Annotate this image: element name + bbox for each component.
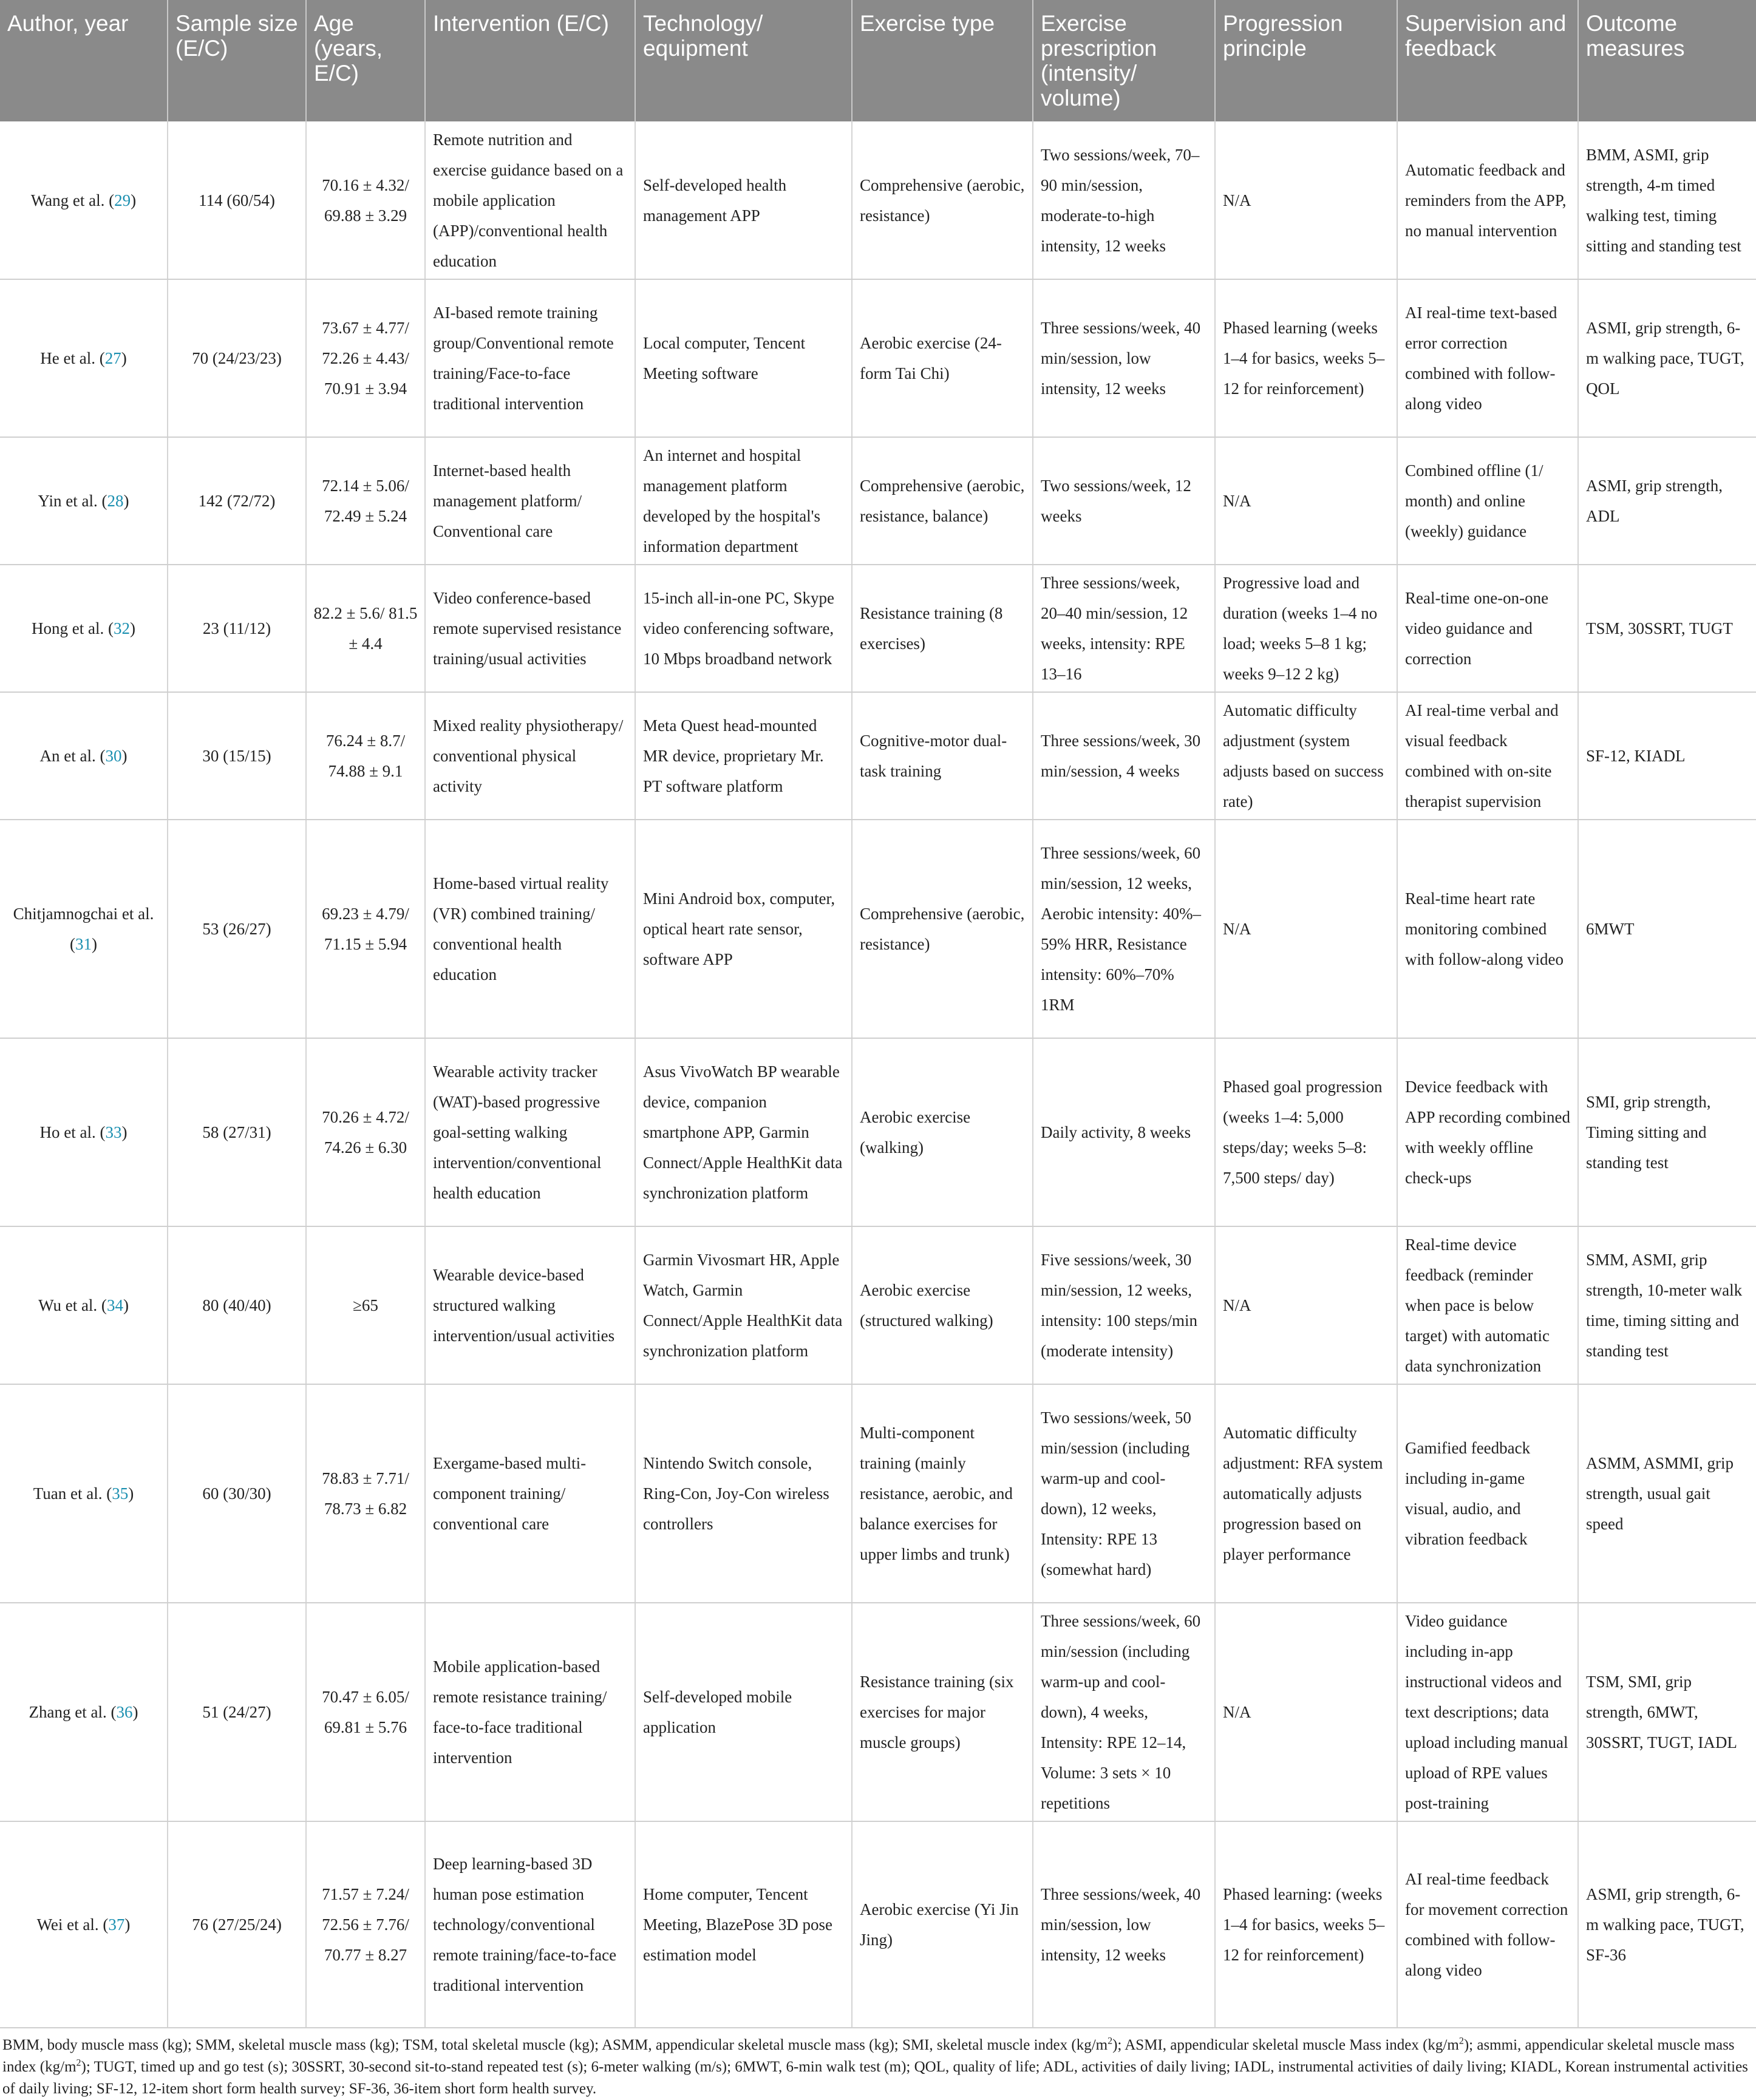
cell-age: 71.57 ± 7.24/ 72.56 ± 7.76/ 70.77 ± 8.27 xyxy=(306,1821,425,2028)
cell-supervision: Gamified feedback including in-game visual, audio, and vibration feedback xyxy=(1397,1384,1578,1603)
reference-link[interactable]: 37 xyxy=(108,1915,125,1934)
reference-link[interactable]: 35 xyxy=(112,1484,129,1503)
reference-link[interactable]: 31 xyxy=(75,935,92,953)
cell-sample-size: 76 (27/25/24) xyxy=(168,1821,306,2028)
cell-prescription: Two sessions/week, 50 min/session (including warm-up and cool-down), 12 weeks, Intensity: RPE 13 (somewhat hard) xyxy=(1033,1384,1215,1603)
col-header-sample-size: Sample size (E/C) xyxy=(168,0,306,121)
cell-exercise-type: Aerobic exercise (24-form Tai Chi) xyxy=(852,279,1033,437)
cell-intervention: AI-based remote training group/Conventional remote training/Face-to-face traditional intervention xyxy=(425,279,635,437)
cell-exercise-type: Comprehensive (aerobic, resistance, balance) xyxy=(852,437,1033,565)
col-header-exercise-prescription: Exercise prescription (intensity/ volume) xyxy=(1033,0,1215,121)
cell-technology: Local computer, Tencent Meeting software xyxy=(635,279,852,437)
col-header-progression: Progression principle xyxy=(1215,0,1397,121)
cell-age: 70.47 ± 6.05/ 69.81 ± 5.76 xyxy=(306,1603,425,1821)
cell-supervision: AI real-time feedback for movement correction combined with follow-along video xyxy=(1397,1821,1578,2028)
cell-sample-size: 80 (40/40) xyxy=(168,1226,306,1384)
reference-link[interactable]: 32 xyxy=(113,619,130,637)
cell-author: He et al. (27) xyxy=(0,279,168,437)
cell-exercise-type: Comprehensive (aerobic, resistance) xyxy=(852,121,1033,279)
cell-sample-size: 60 (30/30) xyxy=(168,1384,306,1603)
cell-sample-size: 23 (11/12) xyxy=(168,565,306,692)
cell-exercise-type: Resistance training (six exercises for major muscle groups) xyxy=(852,1603,1033,1821)
cell-progression: Phased learning (weeks 1–4 for basics, weeks 5–12 for reinforcement) xyxy=(1215,279,1397,437)
cell-intervention: Remote nutrition and exercise guidance based on a mobile application (APP)/conventional health education xyxy=(425,121,635,279)
cell-supervision: AI real-time text-based error correction combined with follow-along video xyxy=(1397,279,1578,437)
cell-technology: Mini Android box, computer, optical heart rate sensor, software APP xyxy=(635,820,852,1038)
col-header-supervision: Supervision and feedback xyxy=(1397,0,1578,121)
table-row xyxy=(0,1038,1756,1226)
cell-supervision: Real-time one-on-one video guidance and correction xyxy=(1397,565,1578,692)
reference-link[interactable]: 36 xyxy=(116,1703,133,1721)
cell-technology: Nintendo Switch console, Ring-Con, Joy-Con wireless controllers xyxy=(635,1384,852,1603)
cell-sample-size: 51 (24/27) xyxy=(168,1603,306,1821)
cell-age: 78.83 ± 7.71/ 78.73 ± 6.82 xyxy=(306,1384,425,1603)
cell-prescription: Three sessions/week, 20–40 min/session, 12 weeks, intensity: RPE 13–16 xyxy=(1033,565,1215,692)
table-row xyxy=(0,1384,1756,1603)
cell-outcome: ASMI, grip strength, 6-m walking pace, TUGT, QOL xyxy=(1578,279,1756,437)
cell-technology: Home computer, Tencent Meeting, BlazePose 3D pose estimation model xyxy=(635,1821,852,2028)
cell-author: Yin et al. (28) xyxy=(0,437,168,565)
cell-technology: An internet and hospital management platform developed by the hospital's information department xyxy=(635,437,852,565)
header-row xyxy=(0,0,1756,121)
cell-exercise-type: Multi-component training (mainly resistance, aerobic, and balance exercises for upper limbs and trunk) xyxy=(852,1384,1033,1603)
cell-author: Hong et al. (32) xyxy=(0,565,168,692)
cell-technology: 15-inch all-in-one PC, Skype video conferencing software, 10 Mbps broadband network xyxy=(635,565,852,692)
cell-age: 70.16 ± 4.32/ 69.88 ± 3.29 xyxy=(306,121,425,279)
cell-technology: Meta Quest head-mounted MR device, proprietary Mr. PT software platform xyxy=(635,692,852,820)
col-header-outcome: Outcome measures xyxy=(1578,0,1756,121)
cell-progression: N/A xyxy=(1215,1603,1397,1821)
col-header-technology: Technology/ equipment xyxy=(635,0,852,121)
cell-outcome: TSM, SMI, grip strength, 6MWT, 30SSRT, TUGT, IADL xyxy=(1578,1603,1756,1821)
cell-technology: Self-developed mobile application xyxy=(635,1603,852,1821)
cell-progression: Automatic difficulty adjustment: RFA system automatically adjusts progression based on player performance xyxy=(1215,1384,1397,1603)
cell-intervention: Wearable activity tracker (WAT)-based progressive goal-setting walking intervention/conventional health education xyxy=(425,1038,635,1226)
cell-prescription: Two sessions/week, 70–90 min/session, moderate-to-high intensity, 12 weeks xyxy=(1033,121,1215,279)
cell-technology: Asus VivoWatch BP wearable device, companion smartphone APP, Garmin Connect/Apple HealthKit data synchronization platform xyxy=(635,1038,852,1226)
cell-prescription: Three sessions/week, 40 min/session, low intensity, 12 weeks xyxy=(1033,1821,1215,2028)
table-row xyxy=(0,1603,1756,1821)
cell-supervision: Device feedback with APP recording combined with weekly offline check-ups xyxy=(1397,1038,1578,1226)
cell-age: 72.14 ± 5.06/ 72.49 ± 5.24 xyxy=(306,437,425,565)
cell-progression: Phased learning: (weeks 1–4 for basics, weeks 5–12 for reinforcement) xyxy=(1215,1821,1397,2028)
cell-exercise-type: Cognitive-motor dual-task training xyxy=(852,692,1033,820)
table-row xyxy=(0,1821,1756,2028)
cell-intervention: Exergame-based multi-component training/ conventional care xyxy=(425,1384,635,1603)
cell-exercise-type: Comprehensive (aerobic, resistance) xyxy=(852,820,1033,1038)
table-row xyxy=(0,820,1756,1038)
cell-intervention: Mobile application-based remote resistance training/ face-to-face traditional intervention xyxy=(425,1603,635,1821)
cell-author: Tuan et al. (35) xyxy=(0,1384,168,1603)
reference-link[interactable]: 30 xyxy=(105,747,122,765)
table-footnote: BMM, body muscle mass (kg); SMM, skeletal muscle mass (kg); TSM, total skeletal muscle (kg); ASMM, appendicular skeletal muscle mass (kg); SMI, skeletal muscle index $(kg/m^2)$; ASMI, appendicular skeletal muscle Mass index $(kg/m^2)$; asmmi, appendicular skeletal muscle mass index $(kg/m^2)$; TUGT, timed up and go test (s); 30SSRT, 30-second sit-to-stand repeated test (s); 6-meter walking (m/s); 6MWT, 6-min walk test (m); QOL, quality of life; ADL, activities of daily living; IADL, instrumental activities of daily living; KIADL, Korean instrumental activities of daily living; SF-12, 12-item short form health survey; SF-36, 36-item short form health survey. xyxy=(2,2036,1748,2097)
cell-progression: N/A xyxy=(1215,121,1397,279)
col-header-exercise-type: Exercise type xyxy=(852,0,1033,121)
col-header-intervention: Intervention (E/C) xyxy=(425,0,635,121)
table-row xyxy=(0,565,1756,692)
table-row xyxy=(0,1226,1756,1384)
cell-author: Ho et al. (33) xyxy=(0,1038,168,1226)
cell-sample-size: 58 (27/31) xyxy=(168,1038,306,1226)
cell-prescription: Three sessions/week, 60 min/session, 12 weeks, Aerobic intensity: 40%–59% HRR, Resistance intensity: 60%–70% 1RM xyxy=(1033,820,1215,1038)
cell-supervision: Combined offline (1/ month) and online (weekly) guidance xyxy=(1397,437,1578,565)
cell-sample-size: 53 (26/27) xyxy=(168,820,306,1038)
cell-progression: N/A xyxy=(1215,437,1397,565)
cell-outcome: BMM, ASMI, grip strength, 4-m timed walking test, timing sitting and standing test xyxy=(1578,121,1756,279)
cell-supervision: Automatic feedback and reminders from the APP, no manual intervention xyxy=(1397,121,1578,279)
cell-outcome: 6MWT xyxy=(1578,820,1756,1038)
cell-outcome: ASMI, grip strength, ADL xyxy=(1578,437,1756,565)
cell-outcome: ASMI, grip strength, 6-m walking pace, TUGT, SF-36 xyxy=(1578,1821,1756,2028)
cell-supervision: Real-time device feedback (reminder when pace is below target) with automatic data synchronization xyxy=(1397,1226,1578,1384)
col-header-author: Author, year xyxy=(0,0,168,121)
cell-intervention: Wearable device-based structured walking intervention/usual activities xyxy=(425,1226,635,1384)
cell-sample-size: 114 (60/54) xyxy=(168,121,306,279)
cell-technology: Garmin Vivosmart HR, Apple Watch, Garmin Connect/Apple HealthKit data synchronization platform xyxy=(635,1226,852,1384)
cell-exercise-type: Aerobic exercise (walking) xyxy=(852,1038,1033,1226)
cell-exercise-type: Aerobic exercise (structured walking) xyxy=(852,1226,1033,1384)
cell-prescription: Two sessions/week, 12 weeks xyxy=(1033,437,1215,565)
table-row xyxy=(0,279,1756,437)
cell-author: Chitjamnogchai et al. (31) xyxy=(0,820,168,1038)
cell-intervention: Mixed reality physiotherapy/ conventional physical activity xyxy=(425,692,635,820)
cell-progression: N/A xyxy=(1215,1226,1397,1384)
cell-author: Zhang et al. (36) xyxy=(0,1603,168,1821)
cell-outcome: ASMM, ASMMI, grip strength, usual gait speed xyxy=(1578,1384,1756,1603)
cell-sample-size: 70 (24/23/23) xyxy=(168,279,306,437)
cell-prescription: Five sessions/week, 30 min/session, 12 weeks, intensity: 100 steps/min (moderate intensity) xyxy=(1033,1226,1215,1384)
cell-intervention: Internet-based health management platform/ Conventional care xyxy=(425,437,635,565)
cell-age: 82.2 ± 5.6/ 81.5 ± 4.4 xyxy=(306,565,425,692)
cell-age: 70.26 ± 4.72/ 74.26 ± 6.30 xyxy=(306,1038,425,1226)
table-row xyxy=(0,121,1756,279)
cell-progression: N/A xyxy=(1215,820,1397,1038)
cell-age: ≥65 xyxy=(306,1226,425,1384)
cell-sample-size: 142 (72/72) xyxy=(168,437,306,565)
reference-link[interactable]: 29 xyxy=(114,191,131,209)
reference-link[interactable]: 34 xyxy=(106,1296,123,1314)
cell-outcome: TSM, 30SSRT, TUGT xyxy=(1578,565,1756,692)
cell-author: Wang et al. (29) xyxy=(0,121,168,279)
cell-intervention: Video conference-based remote supervised resistance training/usual activities xyxy=(425,565,635,692)
cell-author: An et al. (30) xyxy=(0,692,168,820)
cell-author: Wu et al. (34) xyxy=(0,1226,168,1384)
reference-link[interactable]: 33 xyxy=(105,1123,122,1141)
cell-sample-size: 30 (15/15) xyxy=(168,692,306,820)
cell-prescription: Three sessions/week, 60 min/session (including warm-up and cool-down), 4 weeks, Intensity: RPE 12–14, Volume: 3 sets × 10 repetitions xyxy=(1033,1603,1215,1821)
cell-technology: Self-developed health management APP xyxy=(635,121,852,279)
cell-supervision: AI real-time verbal and visual feedback combined with on-site therapist supervision xyxy=(1397,692,1578,820)
cell-age: 73.67 ± 4.77/ 72.26 ± 4.43/ 70.91 ± 3.94 xyxy=(306,279,425,437)
cell-prescription: Three sessions/week, 40 min/session, low intensity, 12 weeks xyxy=(1033,279,1215,437)
table-row xyxy=(0,437,1756,565)
cell-age: 76.24 ± 8.7/ 74.88 ± 9.1 xyxy=(306,692,425,820)
cell-supervision: Video guidance including in-app instructional videos and text descriptions; data upload including manual upload of RPE values post-training xyxy=(1397,1603,1578,1821)
cell-prescription: Three sessions/week, 30 min/session, 4 weeks xyxy=(1033,692,1215,820)
cell-age: 69.23 ± 4.79/ 71.15 ± 5.94 xyxy=(306,820,425,1038)
col-header-age: Age (years, E/C) xyxy=(306,0,425,121)
table-row xyxy=(0,692,1756,820)
cell-prescription: Daily activity, 8 weeks xyxy=(1033,1038,1215,1226)
reference-link[interactable]: 27 xyxy=(104,349,121,367)
cell-intervention: Home-based virtual reality (VR) combined training/ conventional health education xyxy=(425,820,635,1038)
cell-progression: Progressive load and duration (weeks 1–4 no load; weeks 5–8 1 kg; weeks 9–12 2 kg) xyxy=(1215,565,1397,692)
cell-supervision: Real-time heart rate monitoring combined with follow-along video xyxy=(1397,820,1578,1038)
cell-outcome: SF-12, KIADL xyxy=(1578,692,1756,820)
cell-outcome: SMM, ASMI, grip strength, 10-meter walk time, timing sitting and standing test xyxy=(1578,1226,1756,1384)
reference-link[interactable]: 28 xyxy=(107,492,124,510)
cell-exercise-type: Aerobic exercise (Yi Jin Jing) xyxy=(852,1821,1033,2028)
cell-outcome: SMI, grip strength, Timing sitting and standing test xyxy=(1578,1038,1756,1226)
cell-progression: Automatic difficulty adjustment (system adjusts based on success rate) xyxy=(1215,692,1397,820)
cell-author: Wei et al. (37) xyxy=(0,1821,168,2028)
cell-exercise-type: Resistance training (8 exercises) xyxy=(852,565,1033,692)
cell-progression: Phased goal progression (weeks 1–4: 5,000 steps/day; weeks 5–8: 7,500 steps/ day) xyxy=(1215,1038,1397,1226)
cell-intervention: Deep learning-based 3D human pose estimation technology/conventional remote training/face-to-face traditional intervention xyxy=(425,1821,635,2028)
